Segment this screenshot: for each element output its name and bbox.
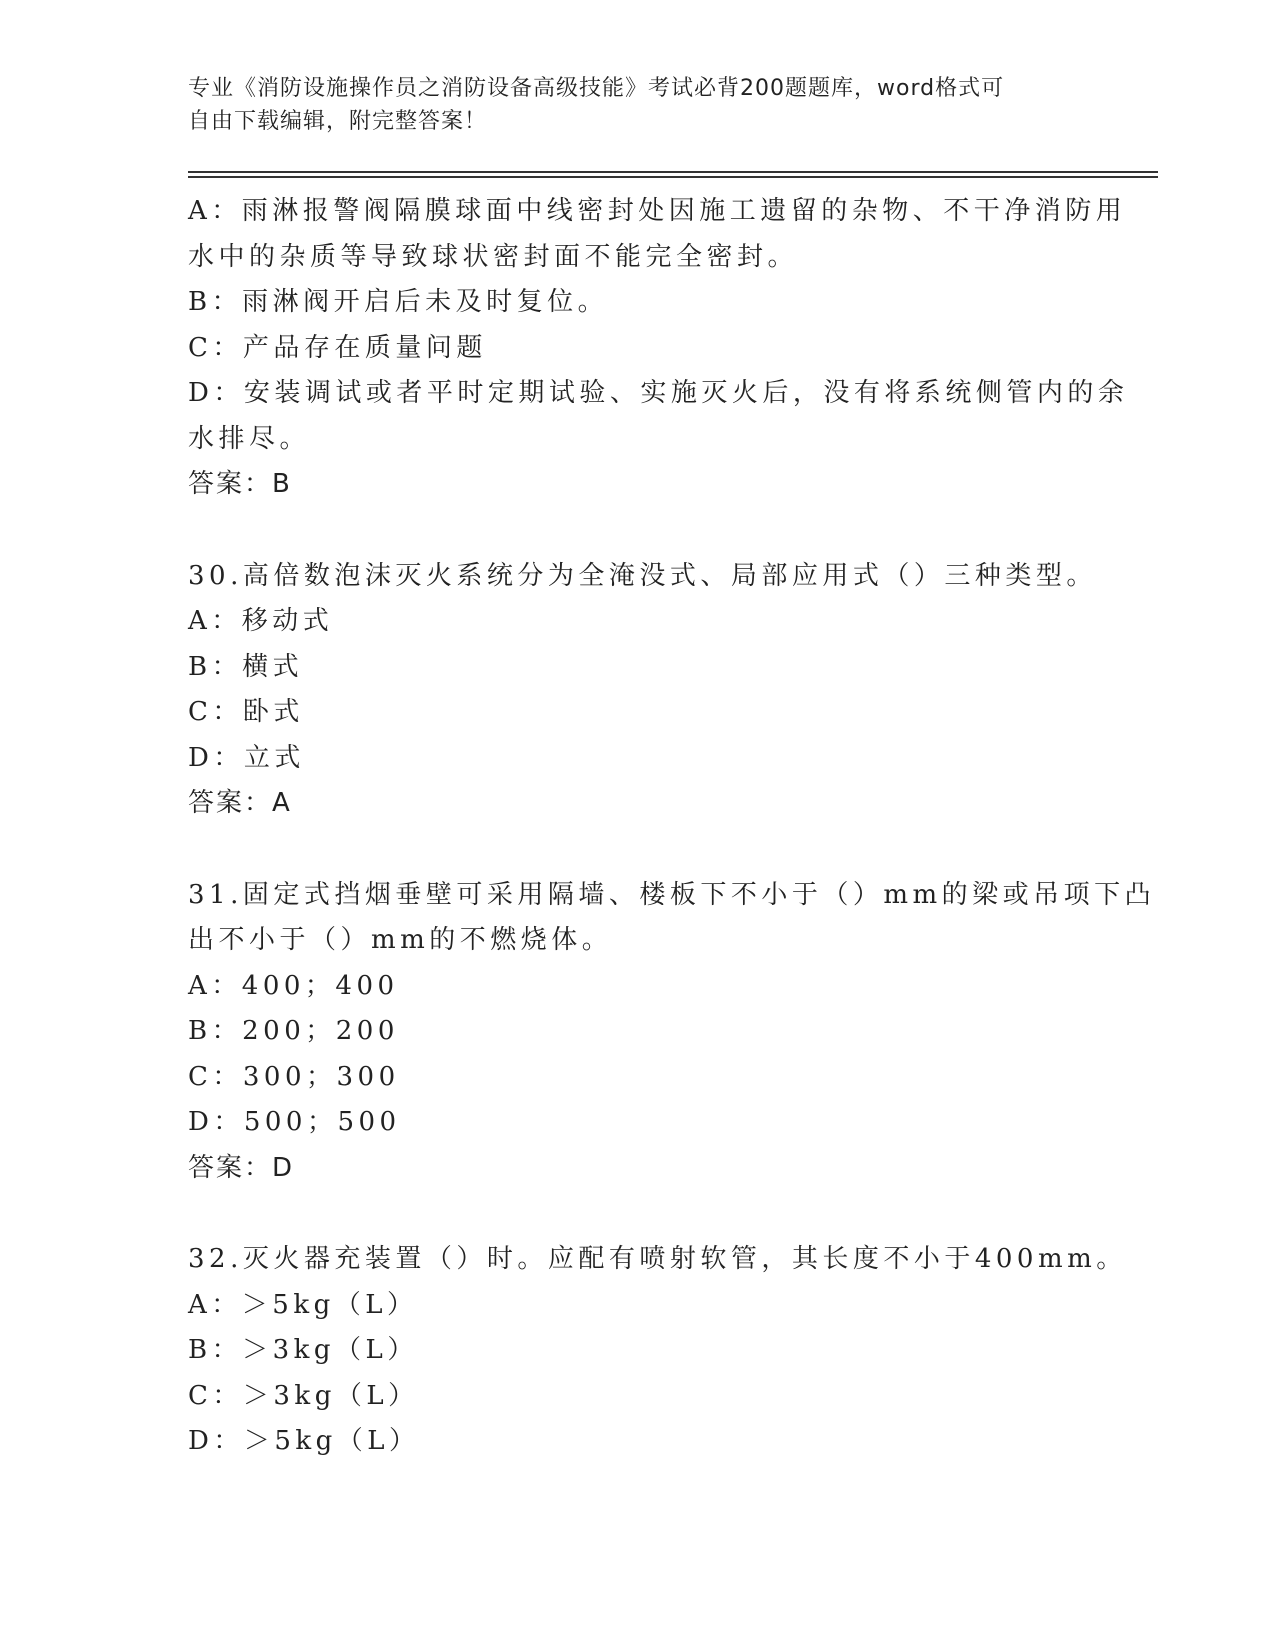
spacer <box>188 508 1108 554</box>
option-d: D：500；500 <box>188 1107 401 1137</box>
header-rule-bottom <box>188 176 1158 178</box>
option-b: B：雨淋阀开启后未及时复位。 <box>188 287 609 317</box>
answer-label: 答案：B <box>188 469 292 499</box>
header-rule-top <box>188 171 1158 173</box>
spacer <box>188 1191 1108 1237</box>
option-a: A：＞5kg（L） <box>188 1289 418 1320</box>
option-d-line-1: D：安装调试或者平时定期试验、实施灭火后，没有将系统侧管内的余 <box>188 378 1129 408</box>
option-d: D：＞5kg（L） <box>188 1426 420 1456</box>
option-b: B：＞3kg（L） <box>188 1335 418 1365</box>
option-c: C：＞3kg（L） <box>188 1380 419 1411</box>
question-31-block <box>188 873 1156 1192</box>
document-content <box>188 189 1156 1465</box>
option-c: C：300；300 <box>188 1061 400 1092</box>
question-30-block <box>188 554 1108 827</box>
option-a: A：移动式 <box>188 606 334 636</box>
option-c: C：产品存在质量问题 <box>188 332 487 363</box>
spacer <box>188 827 1108 873</box>
header-line-2: 自由下载编辑，附完整答案！ <box>188 109 488 134</box>
answer-label: 答案：A <box>188 788 292 818</box>
question-32-block <box>188 1237 1127 1465</box>
question-text: 32.灭火器充装置（）时。应配有喷射软管，其长度不小于400mm。 <box>188 1244 1127 1274</box>
option-a-line-1: A：雨淋报警阀隔膜球面中线密封处因施工遗留的杂物、不干净消防用 <box>188 196 1127 226</box>
question-text: 30.高倍数泡沫灭火系统分为全淹没式、局部应用式（）三种类型。 <box>188 560 1097 591</box>
option-a: A：400；400 <box>188 970 399 1001</box>
answer-label: 答案：D <box>188 1152 295 1183</box>
question-text-line-2: 出不小于（）mm的不燃烧体。 <box>188 925 613 955</box>
option-b: B：横式 <box>188 651 304 682</box>
option-a-line-2: 水中的杂质等导致球状密封面不能完全密封。 <box>188 241 799 272</box>
option-b: B：200；200 <box>188 1016 399 1046</box>
question-29-block <box>188 189 1129 508</box>
option-d: D：立式 <box>188 742 305 773</box>
option-c: C：卧式 <box>188 697 304 727</box>
document-header <box>188 72 1068 138</box>
question-text-line-1: 31.固定式挡烟垂壁可采用隔墙、楼板下不小于（）mm的梁或吊项下凸 <box>188 879 1156 910</box>
header-line-1: 专业《消防设施操作员之消防设备高级技能》考试必背200题题库，word格式可 <box>188 76 1005 101</box>
option-d-line-2: 水排尽。 <box>188 423 311 454</box>
